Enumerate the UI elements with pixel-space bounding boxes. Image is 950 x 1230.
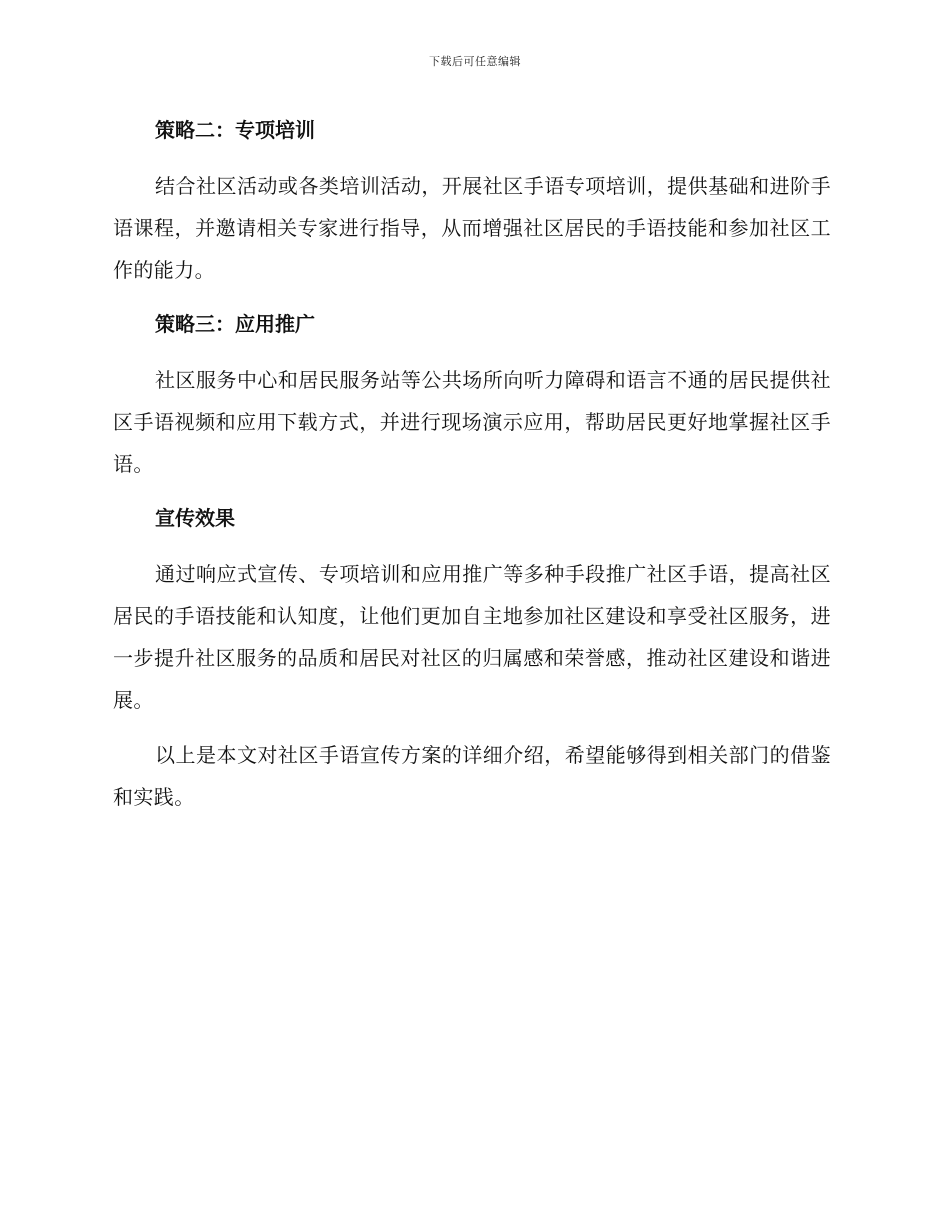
strategy-3-paragraph: 社区服务中心和居民服务站等公共场所向听力障碍和语言不通的居民提供社区手语视频和应用下载方式，并进行现场演示应用，帮助居民更好地掌握社区手语。 (113, 368, 831, 476)
effect-heading: 宣传效果 (155, 506, 235, 530)
strategy-2-heading: 策略二：专项培训 (155, 118, 315, 142)
document-body (113, 110, 831, 831)
conclusion-paragraph: 以上是本文对社区手语宣传方案的详细介绍，希望能够得到相关部门的借鉴和实践。 (113, 743, 831, 809)
effect-paragraph: 通过响应式宣传、专项培训和应用推广等多种手段推广社区手语，提高社区居民的手语技能和认知度，让他们更加自主地参加社区建设和享受社区服务，进一步提升社区服务的品质和居民对社区的归属感和荣誉感，推动社区建设和谐进展。 (113, 562, 831, 712)
strategy-2-paragraph: 结合社区活动或各类培训活动，开展社区手语专项培训，提供基础和进阶手语课程，并邀请相关专家进行指导，从而增强社区居民的手语技能和参加社区工作的能力。 (113, 174, 831, 282)
strategy-3-heading: 策略三：应用推广 (155, 312, 315, 336)
page-header: 下载后可任意编辑 (429, 55, 521, 68)
